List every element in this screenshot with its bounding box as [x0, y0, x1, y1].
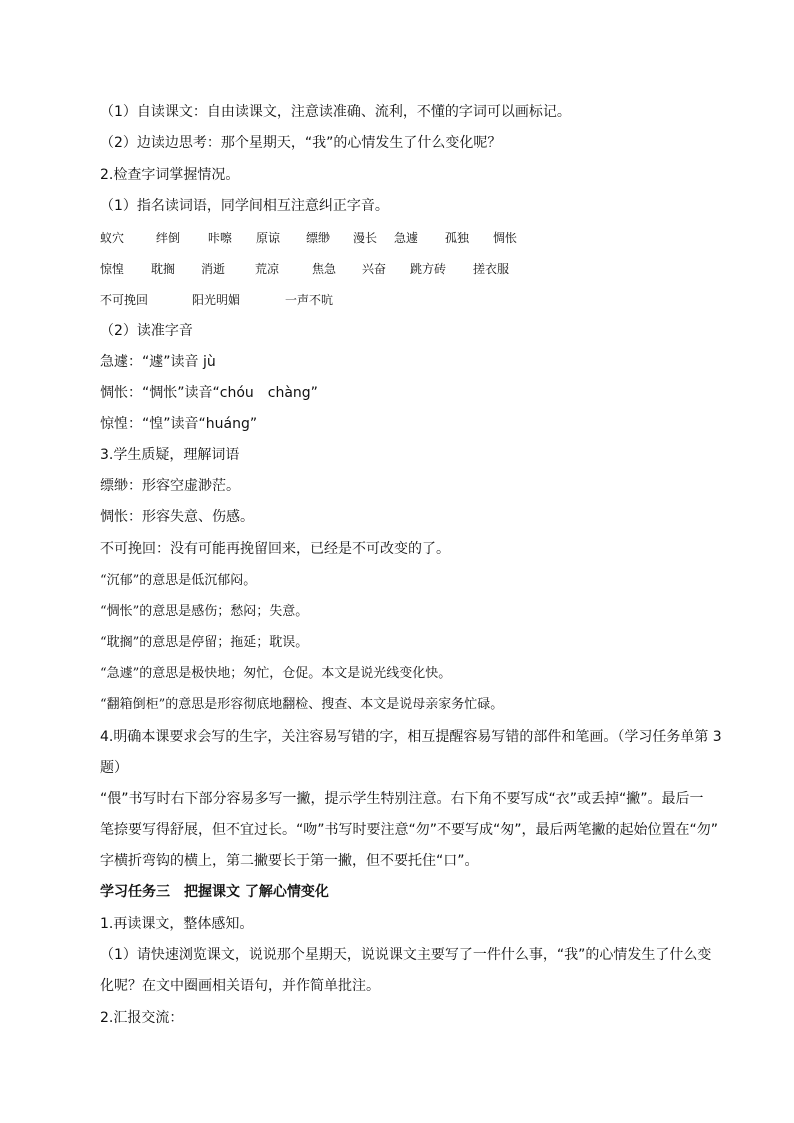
line-question-words: 3.学生质疑，理解词语: [100, 447, 240, 463]
line-writing-tip-1: “偎”书写时右下部分容易多写一撇，提示学生特别注意。右下角不要写成“衣”或丢掉“撇”。最后一: [100, 791, 704, 807]
line-read-think: （2）边读边思考：那个星期天，“我”的心情发生了什么变化呢？: [100, 135, 502, 151]
vocab-word: 搓衣服: [473, 262, 510, 276]
line-def-chouchang: 惆怅：形容失意、伤感。: [100, 509, 254, 525]
line-report: 2.汇报交流：: [100, 1010, 184, 1026]
line-pinyin-chouchang: 惆怅：“惆怅”读音“chóu chàng”: [100, 385, 318, 401]
vocab-word: 消逝: [201, 262, 226, 276]
vocab-word: 耽搁: [151, 262, 176, 276]
line-writing-task: 4.明确本课要求会写的生字，关注容易写错的字，相互提醒容易写错的部件和笔画。（学习任务单第 3: [100, 729, 722, 745]
vocab-word: 缥缈: [306, 231, 331, 245]
vocab-word: 阳光明媚: [192, 293, 241, 307]
line-writing-tip-3: 字横折弯钩的横上，第二撇要长于第一撇，但不要托住“口”。: [100, 853, 479, 869]
line-def-fanxiangdaogui: “翻箱倒柜”的意思是形容彻底地翻检、搜查、本文是说母亲家务忙碌。: [100, 697, 504, 712]
vocab-word: 跳方砖: [410, 262, 447, 276]
line-browse-text-cont: 化呢？在文中圈画相关语句，并作简单批注。: [100, 978, 380, 994]
vocab-word: 孤独: [445, 231, 470, 245]
vocab-word: 荒凉: [255, 262, 280, 276]
vocab-word: 一声不吭: [285, 293, 334, 307]
vocab-word: 绊倒: [156, 231, 181, 245]
vocab-word: 焦急: [312, 262, 337, 276]
line-def-piaomiao: 缥缈：形容空虚渺茫。: [100, 478, 240, 494]
vocab-word: 蚁穴: [100, 231, 125, 245]
line-reread: 1.再读课文，整体感知。: [100, 916, 254, 932]
line-read-pronunciation: （2）读准字音: [100, 323, 193, 339]
line-def-chenyu: “沉郁”的意思是低沉郁闷。: [100, 573, 257, 588]
vocab-word: 漫长: [353, 231, 378, 245]
line-def-dange: “耽搁”的意思是停留；拖延；耽误。: [100, 635, 309, 650]
vocab-word: 急遽: [394, 231, 419, 245]
line-writing-tip-2: 笔捺要写得舒展，但不宜过长。“吻”书写时要注意“勿”不要写成“匆”，最后两笔撇的起始位置在“勿”: [100, 822, 719, 838]
line-def-jiju: “急遽”的意思是极快地；匆忙，仓促。本文是说光线变化快。: [100, 666, 452, 681]
section-heading-task-3: 学习任务三 把握课文 了解心情变化: [100, 884, 329, 900]
line-read-vocab: （1）指名读词语，同学间相互注意纠正字音。: [100, 198, 389, 214]
vocab-word: 原谅: [256, 231, 281, 245]
line-def-bukewanhui: 不可挽回：没有可能再挽留回来，已经是不可改变的了。: [100, 541, 450, 557]
line-writing-task-cont: 题）: [100, 760, 128, 776]
line-pinyin-huang: 惊惶：“惶”读音“huáng”: [100, 416, 258, 432]
vocab-word: 咔嚓: [208, 231, 233, 245]
vocab-word: 惆怅: [493, 231, 518, 245]
line-check-words: 2.检查字词掌握情况。: [100, 167, 240, 183]
line-def-chouchang-2: “惆怅”的意思是感伤；愁闷；失意。: [100, 604, 309, 619]
line-self-read: （1）自读课文：自由读课文，注意读准确、流利，不懂的字词可以画标记。: [100, 104, 571, 120]
line-browse-text: （1）请快速浏览课文，说说那个星期天，说说课文主要写了一件什么事，“我”的心情发生了什么变: [100, 947, 712, 963]
line-pinyin-ju: 急遽：“遽”读音 jù: [100, 354, 216, 370]
vocab-word: 不可挽回: [100, 293, 149, 307]
vocab-word: 惊惶: [100, 262, 125, 276]
vocab-word: 兴奋: [362, 262, 387, 276]
